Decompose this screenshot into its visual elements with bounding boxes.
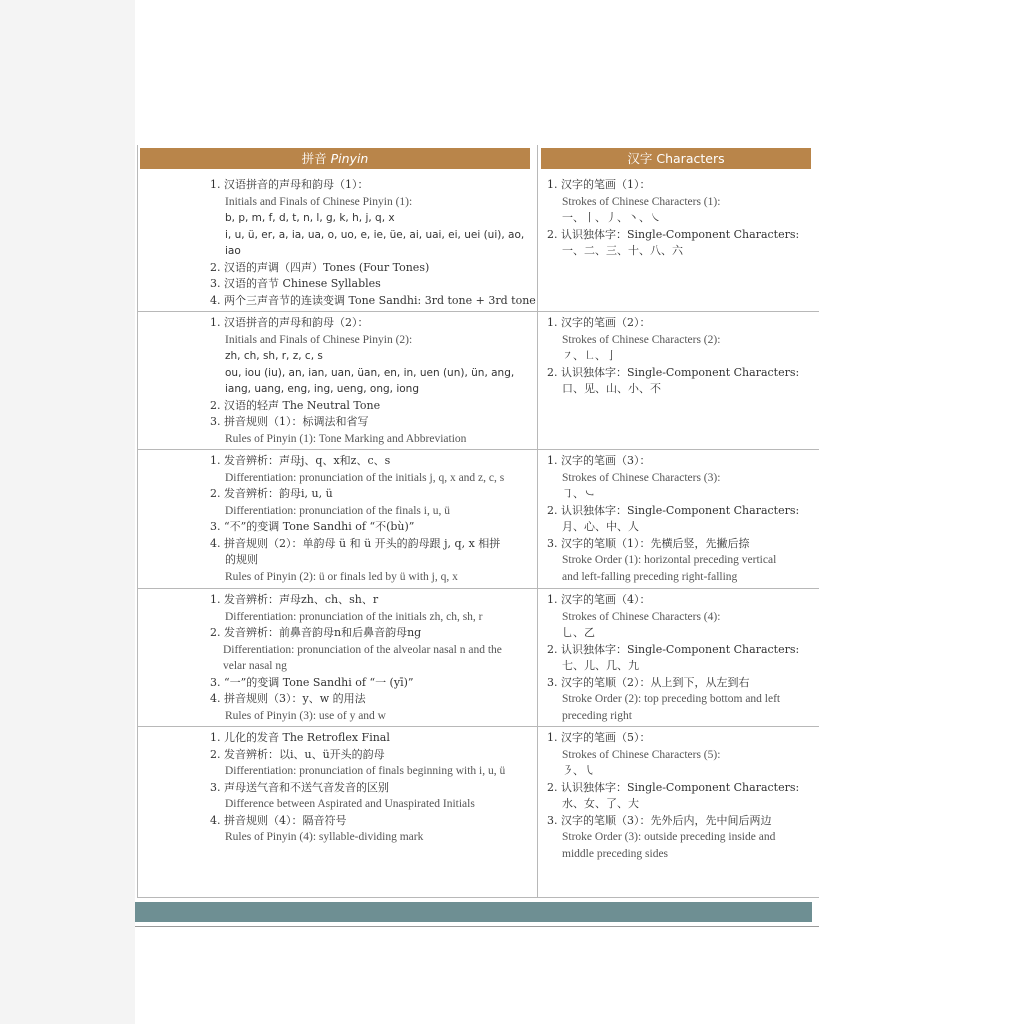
row-divider [137, 588, 819, 589]
footer-band [135, 902, 812, 922]
text-line: zh, ch, sh, r, z, c, s [225, 350, 323, 362]
text-line: 1. 发音辨析：声母j、q、x和z、c、s [210, 454, 391, 467]
characters-cell-row-2 [547, 315, 815, 398]
characters-cell-row-3 [547, 453, 815, 585]
text-line: Strokes of Chinese Characters (3): [562, 471, 721, 484]
text-line: Rules of Pinyin (2): ü or finals led by ü with j, q, x [225, 570, 458, 583]
text-line: 1. 汉字的笔画（4）： [547, 593, 651, 606]
text-line: Strokes of Chinese Characters (2): [562, 333, 721, 346]
text-line: Stroke Order (2): top preceding bottom and left [562, 693, 781, 705]
row-divider [137, 311, 819, 312]
pinyin-header-en: Pinyin [330, 151, 369, 166]
text-line: ㇋、㇂ [562, 764, 595, 777]
text-line: Stroke Order (1): horizontal preceding vertical [562, 554, 777, 566]
text-line: Differentiation: pronunciation of the finals i, u, ü [225, 504, 450, 517]
pinyin-column-header [140, 148, 530, 169]
text-line: 3. 声母送气音和不送气音发音的区别 [210, 780, 389, 794]
text-line: 1. 汉字的笔画（1）： [547, 178, 651, 191]
page-left-margin [0, 0, 135, 1024]
pinyin-cell-row-3 [210, 453, 532, 585]
text-line: 1. 发音辨析：声母zh、ch、sh、r [210, 593, 379, 606]
text-line: iang, uang, eng, ing, ueng, ong, iong [225, 383, 419, 395]
text-line: 1. 汉语拼音的声母和韵母（1）： [210, 178, 369, 191]
text-line: Rules of Pinyin (1): Tone Marking and Abbreviation [225, 432, 467, 445]
text-line: 4. 拼音规则（3）：y、w 的用法 [210, 692, 366, 705]
text-line: 1. 儿化的发音 The Retroflex Final [210, 731, 390, 744]
text-line: 2. 发音辨析：以i、u、ü开头的韵母 [210, 747, 385, 761]
text-line: 4. 两个三声音节的连读变调 Tone Sandhi: 3rd tone + 3rd tone [210, 293, 536, 307]
text-line: Stroke Order (3): outside preceding inside and [562, 831, 776, 843]
pinyin-cell-row-1 [210, 177, 536, 309]
text-line: 月、心、中、人 [562, 520, 639, 533]
text-line: 水、女、了、大 [562, 797, 639, 810]
pinyin-cell-row-5 [210, 730, 532, 846]
characters-cell-row-1 [547, 177, 815, 260]
text-line: Differentiation: pronunciation of the initials j, q, x and z, c, s [225, 471, 505, 484]
row-divider [137, 449, 819, 450]
text-line: 口、见、山、小、不 [562, 382, 661, 395]
text-line: preceding right [562, 709, 632, 722]
text-line: b, p, m, f, d, t, n, l, g, k, h, j, q, x [225, 212, 395, 224]
text-line: Initials and Finals of Chinese Pinyin (2): [225, 333, 413, 346]
text-line: Differentiation: pronunciation of the alveolar nasal n and the [223, 643, 502, 656]
table-left-border [137, 145, 138, 897]
text-line: Strokes of Chinese Characters (5): [562, 748, 721, 761]
text-line: 3. 汉字的笔顺（2）：从上到下，从左到右 [547, 675, 750, 689]
text-line: 2. 认识独体字：Single-Component Characters: [547, 642, 800, 656]
characters-cell-row-5 [547, 730, 815, 862]
text-line: i, u, ü, er, a, ia, ua, o, uo, e, ie, üe, ai, uai, ei, uei (ui), ao, [225, 228, 525, 241]
text-line: 2. 发音辨析：韵母i, u, ü [210, 487, 333, 500]
text-line: 1. 汉字的笔画（5）： [547, 731, 651, 744]
text-line: middle preceding sides [562, 847, 669, 860]
text-line: 1. 汉字的笔画（2）： [547, 316, 651, 329]
text-line: 七、儿、几、九 [562, 659, 639, 672]
text-line: 2. 认识独体字：Single-Component Characters: [547, 365, 800, 379]
text-line: 3. “一”的变调 Tone Sandhi of “一 (yī)” [210, 675, 414, 689]
text-line: 的规则 [225, 553, 258, 566]
text-line: 一、丨、丿、丶、㇏ [562, 211, 661, 224]
text-line: 一、二、三、十、八、六 [562, 244, 683, 257]
footer-rule [135, 926, 819, 927]
text-line: 1. 汉字的笔画（3）： [547, 454, 651, 467]
text-line: 3. 拼音规则（1）：标调法和省写 [210, 415, 369, 428]
text-line: 1. 汉语拼音的声母和韵母（2）： [210, 316, 369, 329]
text-line: 2. 汉语的声调（四声）Tones (Four Tones) [210, 260, 430, 274]
text-line: velar nasal ng [223, 660, 287, 672]
text-line: Initials and Finals of Chinese Pinyin (1): [225, 195, 413, 208]
characters-cell-row-4 [547, 592, 815, 724]
text-line: 2. 认识独体字：Single-Component Characters: [547, 227, 800, 241]
characters-column-header: 汉字 Characters [541, 148, 811, 169]
text-line: 4. 拼音规则（4）：隔音符号 [210, 813, 347, 827]
text-line: ㇆、㇃ [562, 487, 595, 500]
pinyin-cell-row-4 [210, 592, 532, 724]
table-bottom-border [137, 897, 819, 898]
text-line: iao [225, 245, 241, 257]
text-line: 2. 汉语的轻声 The Neutral Tone [210, 398, 381, 412]
text-line: 3. 汉字的笔顺（1）：先横后竖，先撇后捺 [547, 536, 750, 550]
text-line: 3. “不”的变调 Tone Sandhi of “不(bù)” [210, 520, 415, 533]
text-line: Rules of Pinyin (4): syllable-dividing mark [225, 831, 424, 843]
text-line: 2. 认识独体字：Single-Component Characters: [547, 780, 800, 794]
text-line: Difference between Aspirated and Unaspirated Initials [225, 798, 475, 810]
row-divider [137, 726, 819, 727]
text-line: 乚、乙 [562, 626, 595, 639]
text-line: ou, iou (iu), an, ian, uan, üan, en, in, uen (un), ün, ang, [225, 366, 515, 379]
text-line: and left-falling preceding right-falling [562, 570, 738, 583]
text-line: ㇇、㇗、亅 [562, 349, 617, 362]
text-line: 3. 汉语的音节 Chinese Syllables [210, 277, 381, 290]
text-line: 2. 发音辨析：前鼻音韵母n和后鼻音韵母ng [210, 626, 422, 639]
text-line: 4. 拼音规则（2）：单韵母 ü 和 ü 开头的韵母跟 j, q, x 相拼 [210, 536, 501, 550]
text-line: 2. 认识独体字：Single-Component Characters: [547, 503, 800, 517]
table-column-divider [537, 145, 538, 897]
text-line: Strokes of Chinese Characters (1): [562, 195, 721, 208]
text-line: Differentiation: pronunciation of the initials zh, ch, sh, r [225, 610, 483, 623]
text-line: Strokes of Chinese Characters (4): [562, 610, 721, 623]
pinyin-cell-row-2 [210, 315, 532, 447]
pinyin-header-zh: 拼音 [301, 151, 327, 166]
text-line: Rules of Pinyin (3): use of y and w [225, 709, 386, 722]
text-line: 3. 汉字的笔顺（3）：先外后内，先中间后两边 [547, 813, 772, 827]
text-line: Differentiation: pronunciation of finals beginning with i, u, ü [225, 765, 506, 777]
